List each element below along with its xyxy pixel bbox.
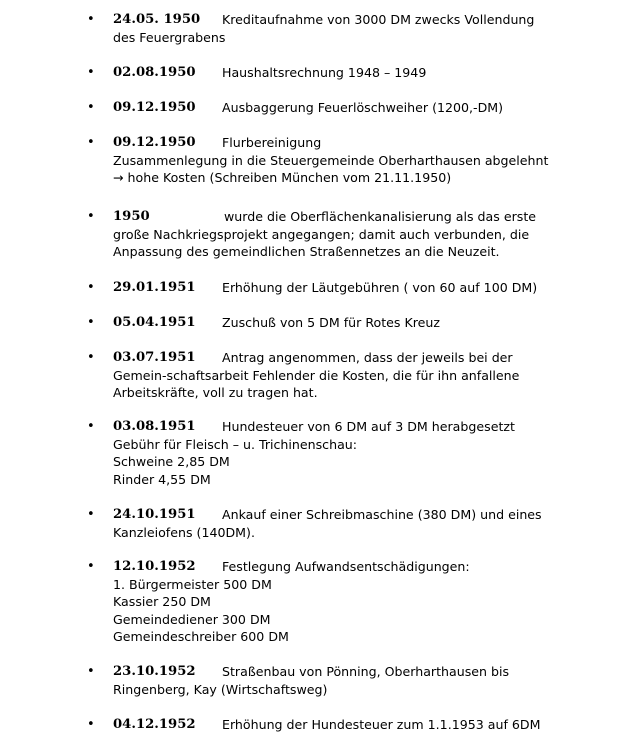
entry-title: Festlegung Aufwandsentschädigungen:: [222, 559, 470, 574]
bullet: •: [87, 315, 95, 330]
entry-line: Kassier 250 DM: [113, 594, 211, 609]
entry-date: 24.10.1951: [113, 507, 196, 522]
entry-date: 23.10.1952: [113, 664, 196, 679]
bullet: •: [87, 507, 95, 522]
entry-date: 24.05. 1950: [113, 12, 201, 27]
entry-title: Flurbereinigung: [222, 135, 322, 150]
entry-line: Anpassung des gemeindlichen Straßennetzes an die Neuzeit.: [113, 244, 500, 259]
bullet: •: [87, 135, 95, 150]
entry-title: wurde die Oberflächenkanalisierung als das erste: [224, 209, 537, 224]
bullet: •: [87, 209, 95, 224]
bullet: •: [87, 559, 95, 574]
entry-title: Erhöhung der Hundesteuer zum 1.1.1953 auf 6DM: [222, 717, 541, 732]
entry-line: Kanzleiofens (140DM).: [113, 524, 255, 540]
entry-line: Zusammenlegung in die Steuergemeinde Oberharthausen abgelehnt: [113, 152, 549, 168]
bullet: •: [87, 664, 95, 679]
bullet: •: [87, 717, 95, 732]
entry-line: Gemein-schaftsarbeit Fehlender die Kosten, die für ihn anfallene: [113, 367, 520, 383]
entry-line: → hohe Kosten (Schreiben München vom 21.11.1950): [113, 170, 452, 185]
entry-title: Haushaltsrechnung 1948 – 1949: [222, 65, 427, 80]
entry-line: Gebühr für Fleisch – u. Trichinenschau:: [113, 436, 358, 452]
bullet: •: [87, 350, 95, 365]
entry-date: 29.01.1951: [113, 280, 196, 295]
entry-title: Ausbaggerung Feuerlöschweiher (1200,-DM): [222, 100, 504, 115]
bullet: •: [87, 65, 95, 80]
entry-title: Erhöhung der Läutgebühren ( von 60 auf 100 DM): [222, 280, 538, 295]
entry-title: Zuschuß von 5 DM für Rotes Kreuz: [222, 315, 440, 330]
entry-date: 12.10.1952: [113, 559, 196, 574]
entry-title: Hundesteuer von 6 DM auf 3 DM herabgesetzt: [222, 419, 515, 434]
bullet: •: [87, 12, 95, 27]
entry-date: 04.12.1952: [113, 717, 196, 732]
entry-line: große Nachkriegsprojekt angegangen; damit auch verbunden, die: [113, 226, 530, 242]
entry-line: Gemeindeschreiber 600 DM: [113, 629, 289, 644]
entry-line: Arbeitskräfte, voll zu tragen hat.: [113, 385, 318, 400]
entry-date: 1950: [113, 209, 150, 224]
entry-date: 02.08.1950: [113, 65, 196, 80]
entry-title: Antrag angenommen, dass der jeweils bei der: [222, 350, 513, 365]
entry-title: Straßenbau von Pönning, Oberharthausen bis: [222, 664, 510, 679]
entry-date: 09.12.1950: [113, 135, 196, 150]
entry-line: Ringenberg, Kay (Wirtschaftsweg): [113, 681, 328, 697]
bullet: •: [87, 280, 95, 295]
entry-line: des Feuergrabens: [113, 29, 226, 45]
entry-date: 05.04.1951: [113, 315, 196, 330]
entry-date: 03.08.1951: [113, 419, 196, 434]
bullet: •: [87, 419, 95, 434]
bullet: •: [87, 100, 95, 115]
entry-line: Gemeindediener 300 DM: [113, 611, 271, 627]
entry-title: Ankauf einer Schreibmaschine (380 DM) und eines: [222, 507, 542, 522]
entry-date: 03.07.1951: [113, 350, 196, 365]
entry-line: Rinder 4,55 DM: [113, 471, 211, 487]
entry-line: 1. Bürgermeister 500 DM: [113, 576, 272, 592]
entry-line: Schweine 2,85 DM: [113, 454, 230, 469]
entry-date: 09.12.1950: [113, 100, 196, 115]
entry-title: Kreditaufnahme von 3000 DM zwecks Vollendung: [222, 12, 535, 27]
